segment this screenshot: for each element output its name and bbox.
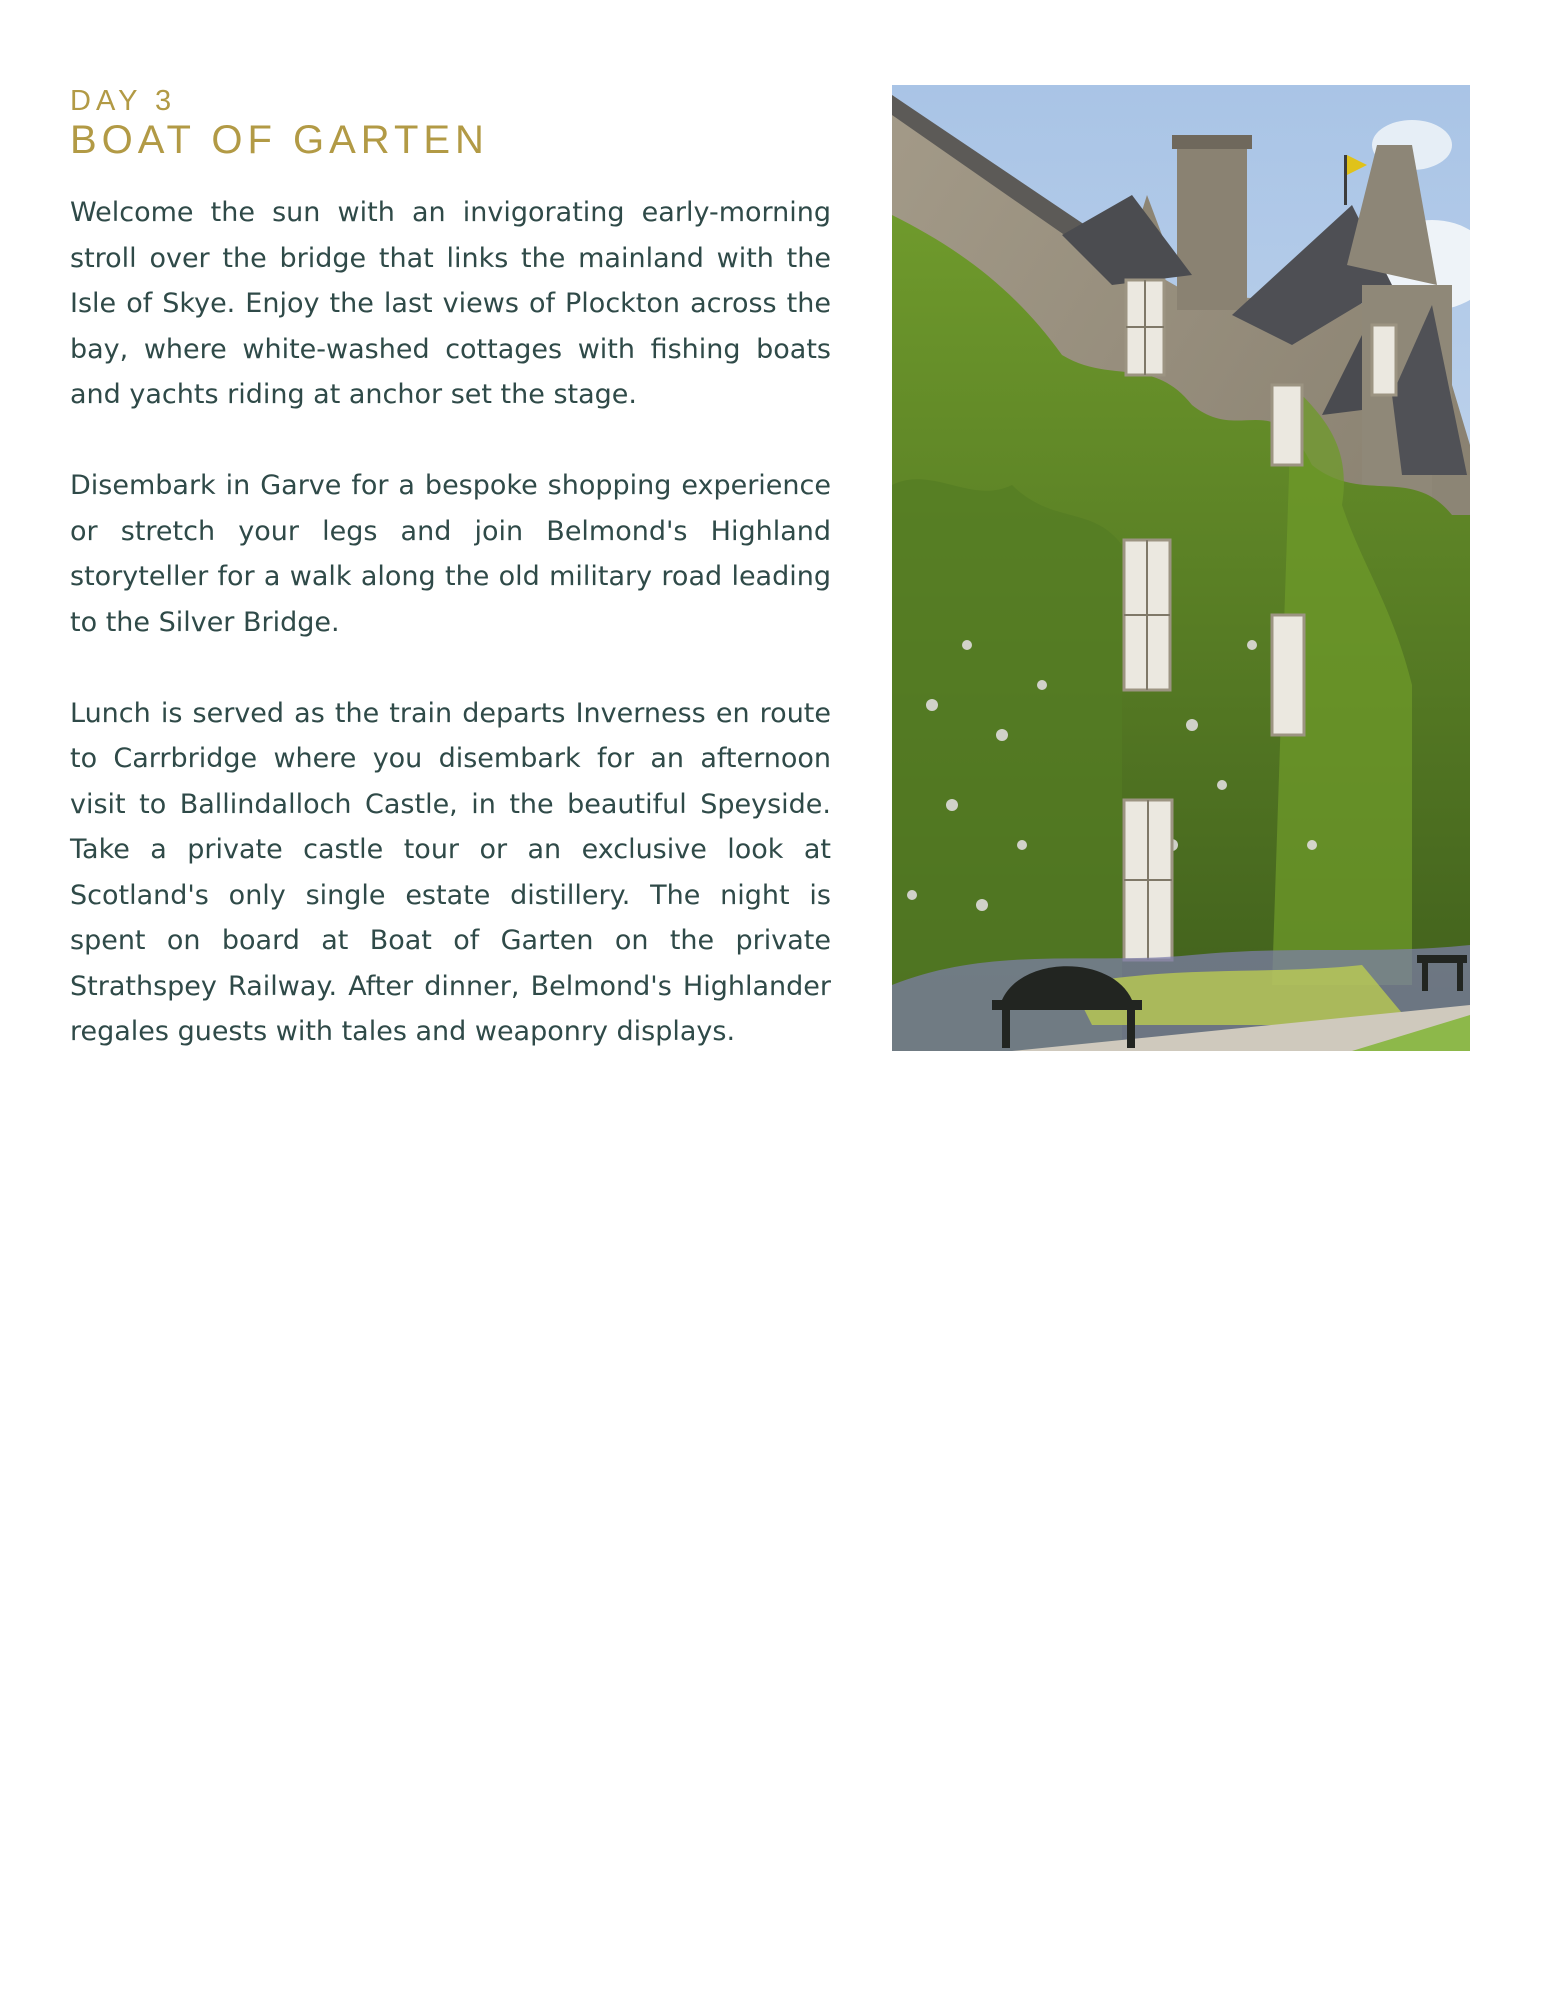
page-title: BOAT OF GARTEN — [70, 118, 489, 162]
day-header — [70, 84, 830, 162]
paragraph-garve: Disembark in Garve for a bespoke shopping experience or stretch your legs and join Belmond's Highland storyteller for a walk along the old military road leading to the Silver Bridge. — [70, 470, 831, 638]
paragraph-morning: Welcome the sun with an invigorating early-morning stroll over the bridge that links the mainland with the Isle of Skye. Enjoy the last views of Plockton across the bay, where white-washed cottages with fishing boats and yachts riding at anchor set the stage. — [70, 197, 831, 410]
castle-photo — [892, 85, 1470, 1051]
itinerary-description — [70, 190, 831, 1100]
paragraph-afternoon: Lunch is served as the train departs Inverness en route to Carrbridge where you disembark for an afternoon visit to Ballindalloch Castle, in the beautiful Speyside. Take a private castle tour or an exclusive look at Scotland's only single estate distillery. The night is spent on board at Boat of Garten on the private Strathspey Railway. After dinner, Belmond's Highlander regales guests with tales and weaponry displays. — [70, 697, 831, 1047]
day-label: DAY 3 — [70, 85, 177, 117]
